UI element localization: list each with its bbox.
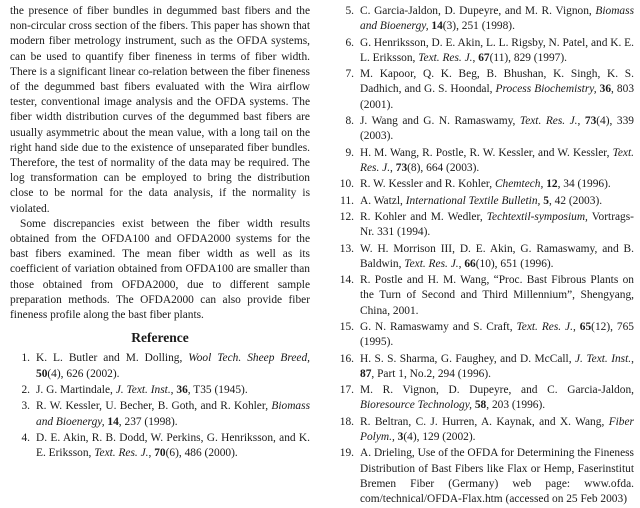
reference-details: , 803 (2001). [360,83,635,111]
paragraph-conclusion-2: Some discrepancies exist between the fiber width results obtained from the OFDA100 and OFDA2000 systems for the bast fibers examined. The mean fiber width as well as its coefficient of variation obtained from OFDA100 are smaller than those obtained from OFDA2000, due to different sample preparation methods. The OFDA2000 can also provide fiber fineness profile along the bast fiber plants. [10,217,310,322]
reference-details: (11), 829 (1997). [489,51,568,64]
reference-number: 19. [339,447,354,460]
reference-number: 12. [339,210,354,223]
reference-volume: 50 [36,367,48,380]
reference-authors: K. L. Butler and M. Dolling, [36,352,189,365]
reference-authors: A. Watzl, [360,194,406,207]
reference-item [332,67,634,113]
reference-number: 14. [339,274,354,287]
reference-details: (6), 486 (2000). [165,447,238,460]
reference-journal: Biomass and Bioenergy, [360,5,634,33]
reference-journal: Text. Res. J. [360,146,634,174]
reference-volume: 70 [154,447,166,460]
reference-authors: H. S. S. Sharma, G. Faughey, and D. McCall, [360,352,575,365]
reference-authors: M. Kapoor, Q. K. Beg, B. Bhushan, K. Singh, K. S. Dadhich, and G. S. Hoondal, [360,68,634,96]
reference-item [332,210,634,240]
reference-number: 16. [339,352,354,365]
reference-list-right [332,4,634,507]
body-text [10,4,310,323]
reference-volume: 73 [584,114,597,127]
left-column [10,4,310,463]
reference-journal: Process Biochemistry, [495,83,597,96]
reference-volume: 12 [546,178,558,191]
reference-authors: H. M. Wang, R. Postle, R. W. Kessler, and W. Kessler, [360,146,613,159]
reference-authors: R. Beltran, C. J. Hurren, A. Kaynak, and X. Wang, [360,415,609,428]
reference-list-left [10,351,310,461]
reference-details: (8), 664 (2003). [407,161,480,174]
reference-journal: Wool Tech. Sheep Breed, [188,352,310,365]
reference-authors: J. G. Martindale, [36,384,116,397]
reference-journal: Techtextil-symposium, [486,210,588,223]
reference-number: 18. [339,415,354,428]
reference-details: Vortrags-Nr. 331 (1994). [360,210,634,239]
reference-heading: Reference [131,330,189,346]
reference-item [332,4,634,34]
reference-authors: R. W. Kessler and R. Kohler, [360,178,495,191]
reference-journal: Biomass and Bioenergy, [36,400,310,428]
reference-number: 4. [21,432,30,445]
reference-number: 1. [21,352,30,365]
reference-details: (4), 129 (2002). [403,430,476,443]
reference-volume: 3 [397,430,404,443]
reference-number: 3. [21,400,30,413]
reference-number: 10. [339,178,354,191]
reference-volume: 14 [431,20,443,33]
reference-item [332,383,634,413]
reference-authors: D. E. Akin, R. B. Dodd, W. Perkins, G. Henriksson, and K. E. Eriksson, [36,432,310,460]
reference-number: 11. [340,194,354,207]
reference-authors: M. R. Vignon, D. Dupeyre, and C. Garcia-Jaldon, [360,384,634,397]
reference-item: 8. J. Wang and G. N. Ramaswamy, Text. Res. J., 73(4), 339 (2003). [332,114,634,144]
reference-volume: 67 [478,51,490,64]
reference-authors: R. Postle and H. M. Wang, “Proc. Bast Fibrous Plants on the Turn of Second and Third Millennium”, Shengyang, China, 2001. [360,274,634,317]
reference-item [10,399,310,429]
reference-item: 16. H. S. S. Sharma, G. Faughey, and D. McCall, J. Text. Inst., 87, Part 1, No.2, 294 (1996). [332,352,634,382]
reference-item: 6. G. Henriksson, D. E. Akin, L. L. Rigsby, N. Patel, and K. E. L. Eriksson, Text. Res. J., 67(11), 829 (1997). [332,36,634,66]
reference-item [332,446,634,507]
reference-authors: C. Garcia-Jaldon, D. Dupeyre, and M. R. Vignon, [360,5,596,17]
reference-details: (10), 651 (1996). [475,257,554,270]
reference-number: 13. [339,242,354,255]
reference-number: 17. [339,384,354,397]
reference-item [332,415,634,445]
reference-number: 15. [339,320,354,333]
reference-authors: J. Wang and G. N. Ramaswamy, [360,114,520,127]
reference-volume: 5 [543,194,549,207]
reference-authors: G. Henriksson, D. E. Akin, L. L. Rigsby, N. Patel, and K. E. L. Eriksson, [360,36,634,64]
reference-details: (3), 251 (1998). [442,20,515,33]
reference-volume: 36 [599,83,612,96]
reference-journal: Fiber Polym., [360,415,634,443]
reference-details: , 42 (2003). [548,194,603,207]
reference-details: , 203 (1996). [486,399,546,412]
reference-details: , T35 (1945). [187,384,248,397]
reference-item [332,177,634,192]
reference-volume: 65 [579,320,592,333]
reference-journal: Text. Res. J. [418,51,473,64]
reference-item: 4. D. E. Akin, R. B. Dodd, W. Perkins, G. Henriksson, and K. E. Eriksson, Text. Res. J., 70(6), 486 (2000). [10,431,310,461]
reference-item: 13. W. H. Morrison III, D. E. Akin, G. Ramaswamy, and B. Baldwin, Text. Res. J., 66(10), 651 (1996). [332,242,634,272]
reference-item: 9. H. M. Wang, R. Postle, R. W. Kessler, and W. Kessler, Text. Res. J., 73(8), 664 (2003). [332,146,634,176]
reference-authors: R. W. Kessler, U. Becher, B. Goth, and R. Kohler, [36,400,272,413]
reference-authors: G. N. Ramaswamy and S. Craft, [360,320,517,333]
paragraph-conclusion-1: the presence of fiber bundles in degummed bast fibers and the non-circular cross section of the fibers. This paper has shown that modern fiber metrology instrument, such as the OFDA systems, can be used to quantify fiber fineness in terms of fiber width. There is a significant linear co-relation between the fiber fineness of the degummed bast fibers evaluated with the Wira airflow tester, conventional image analysis and the OFDA systems. The fiber width distribution curves of the degummed bast fibers are usually asymmetric about the mean value, with a long tail on the right hand side due to the existence of unseparated fiber bundles. Therefore, the test of normality of the data may be required. The log transformation can be employed to bring the distribution close to be normal for the data analysis, if the normality is violated. [10,5,310,215]
reference-details: , Part 1, No.2, 294 (1996). [371,367,491,380]
reference-volume: 73 [395,161,408,174]
reference-volume: 66 [464,257,476,270]
reference-volume: 14 [107,415,119,428]
reference-journal: Text. Res. J. [94,447,149,460]
reference-journal: J. Text. Inst. [115,384,171,397]
reference-item [332,194,634,209]
reference-details: (12), 765 (1995). [360,320,635,349]
reference-item: 15. G. N. Ramaswamy and S. Craft, Text. Res. J., 65(12), 765 (1995). [332,320,634,350]
reference-journal: Chemtech, [494,178,544,191]
reference-details: (4), 626 (2002). [47,367,120,380]
reference-volume: 58 [474,399,487,412]
reference-authors: R. Kohler and M. Wedler, [360,210,487,223]
reference-authors: W. H. Morrison III, D. E. Akin, G. Ramaswamy, and B. Baldwin, [360,242,634,270]
reference-details: , 34 (1996). [557,178,611,191]
reference-number: 2. [21,384,30,397]
reference-authors: A. Drieling, Use of the OFDA for Determining the Fineness Distribution of Bast Fibers like Flax or Hemp, Faserinstitut Bremen Fiber (Germany) web page: www.ofda. com/technical/OFDA-Flax.htm (accessed on 25 Feb 2003) [360,447,634,505]
reference-journal: Text. Res. J. [404,257,459,270]
reference-number: 6. [345,36,354,49]
reference-item [332,273,634,319]
reference-journal: Bioresource Technology, [360,399,472,412]
reference-details: , 237 (1998). [118,415,178,428]
reference-item: 2. J. G. Martindale, J. Text. Inst., 36, T35 (1945). [10,383,310,398]
reference-journal: International Textile Bulletin, [405,194,541,207]
reference-details: (4), 339 (2003). [360,114,634,143]
reference-volume: 36 [176,384,188,397]
reference-number: 7. [345,68,354,81]
reference-journal: Text. Res. J. [519,114,578,127]
reference-journal: J. Text. Inst. [575,352,632,365]
reference-item [10,351,310,381]
reference-number: 5. [345,5,354,17]
reference-journal: Text. Res. J. [516,320,573,333]
reference-number: 9. [345,146,354,159]
reference-number: 8. [345,114,354,127]
right-column [332,4,634,508]
reference-volume: 87 [360,367,372,380]
